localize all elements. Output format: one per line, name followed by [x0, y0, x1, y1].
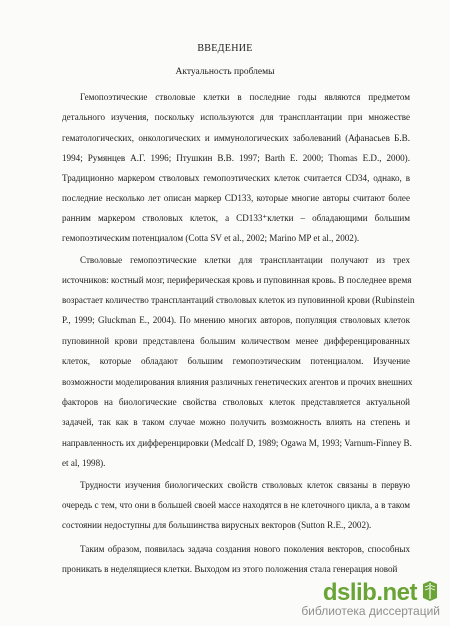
text-line: Таким образом, появилась задача создания нового поколения векторов, способных	[80, 544, 410, 554]
dslib-watermark	[301, 579, 440, 618]
text-line: проникать в неделящиеся клетки. Выходом из этого положения стала генерация новой	[62, 564, 398, 574]
text-line: задачей, так как в таком случае можно получить возможность влиять на степень и	[62, 417, 410, 427]
text-line: возможности моделирования влияния различных генетических агентов и прочих внешних	[62, 377, 413, 387]
text-line: последние несколько лет описан маркер CD133, которые многие авторы считают более	[62, 193, 410, 203]
text-line: Трудности изучения биологических свойств стволовых клеток связаны в первую	[80, 480, 410, 490]
text-line: пуповинной крови представлена большим количеством менее дифференцированных	[62, 336, 410, 346]
text-line: Гемопоэтические стволовые клетки в последние годы являются предметом	[80, 92, 410, 102]
text-line: гематологических, онкологических и иммунологических заболеваний (Афанасьев Б.В.	[62, 133, 410, 143]
text-line: факторов на биологические свойства стволовых клеток представляется актуальной	[62, 397, 410, 407]
text-line: гемопоэтическим потенциалом (Cotta SV et al., 2002; Marino MP et al., 2002).	[62, 233, 360, 243]
watermark-logo: dslib.net	[322, 579, 417, 606]
text-line: P., 1999; Gluckman E., 2004). По мнению многих авторов, популяция стволовых клеток	[62, 315, 410, 325]
book-icon	[420, 580, 440, 607]
text-line: Стволовые гемопоэтические клетки для трансплантации получают из трех	[80, 255, 410, 265]
text-line: направленность их дифференцировки (Medcalf D, 1989; Ogawa M, 1993; Varnum-Finney B.	[62, 438, 412, 448]
page-title: ВВЕДЕНИЕ	[197, 43, 253, 54]
text-line: ранним маркером стволовых клеток, а CD133⁺клетки – обладающими большим	[62, 213, 410, 223]
text-line: 1994; Румянцев А.Г. 1996; Птушкин В.В. 1997; Barth E. 2000; Thomas E.D., 2000).	[62, 153, 410, 163]
text-line: состоянии недоступны для большинства вирусных векторов (Sutton R.E., 2002).	[62, 520, 372, 530]
text-line: Традиционно маркером стволовых гемопоэтических клеток считается CD34, однако, в	[62, 173, 410, 183]
text-line: детального изучения, поскольку используются для трансплантации при множестве	[62, 112, 410, 122]
text-line: et al, 1998).	[62, 458, 106, 468]
text-line: источников: костный мозг, периферическая кровь и пуповинная кровь. В последнее время	[62, 275, 412, 285]
section-subtitle: Актуальность проблемы	[175, 67, 275, 77]
watermark-tagline: библиотека диссертаций	[301, 604, 440, 618]
text-line: очередь с тем, что они в большей своей массе находятся в не клеточного цикла, а в таком	[62, 500, 410, 510]
text-line: возрастает количество трансплантаций стволовых клеток из пуповинной крови (Rubinstein	[62, 295, 415, 305]
text-line: клеток, которые обладают большим гемопоэтическим потенциалом. Изучение	[62, 356, 410, 366]
